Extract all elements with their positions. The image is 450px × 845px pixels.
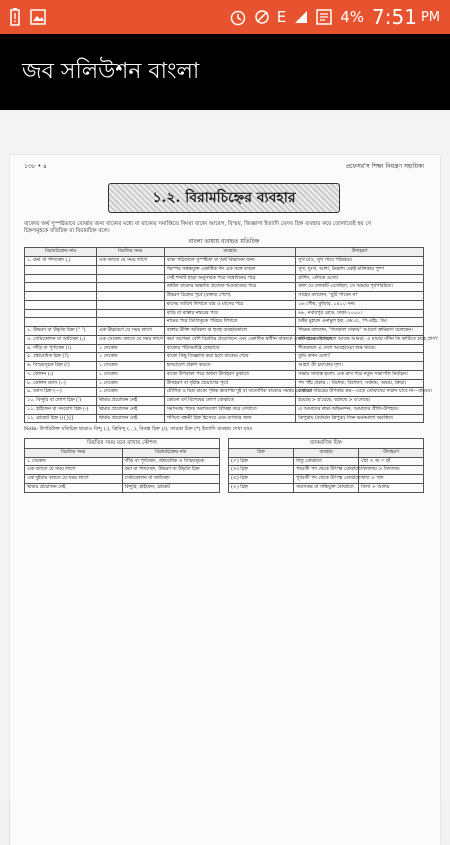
table-cell	[25, 318, 97, 327]
doc-intro-line: বাক্যের অর্থ সুস্পষ্টভাবে বোঝার জন্য বাক্যের মধ্যে বা বাক্যের সমাপ্তিতে কিংবা বাক্যে আবেগ, বিস্ময়, জিজ্ঞাসা ইত্যাদি যেসব চিহ্ন ব্যবহার করে তোলাতেই হয় সে	[24, 221, 372, 227]
table-cell: (<) চিহ্ন	[229, 475, 294, 484]
document-scan	[24, 163, 438, 773]
table-cell: ১৬ পৌষ, বুধবার, ১৪১০ সন।	[296, 300, 424, 309]
table-row	[229, 483, 424, 492]
table-cell: সেমিকোলন বা অর্ধচ্ছেদ	[122, 475, 220, 484]
table-cell: রাশিদ, এদিকে এসো।	[296, 274, 424, 283]
table-header-row	[25, 448, 220, 457]
table-cell: বিদ্যা + আলয়	[359, 483, 424, 492]
table-cell	[25, 292, 97, 301]
table-cell: পরস্পর সম্বন্ধযুক্ত একাধিক পদ এক সঙ্গে বসলে	[164, 265, 296, 274]
doc-banner-title: ১.২. বিরামচিহ্নের ব্যবহার	[108, 183, 340, 213]
table-row	[25, 379, 424, 388]
next-document-page[interactable]	[10, 755, 440, 800]
table-cell: বাক্যে উপবাক্য পরে অথবা উদাহরণ বুঝাতে	[164, 370, 296, 379]
table-row	[25, 370, 424, 379]
table-cell: ১ সেকেন্ড	[25, 457, 123, 466]
table-cell: সমাসবদ্ধ পদের অংশগুলো বিচ্ছিন্ন করে দেখাতে	[164, 405, 296, 414]
table-cell: উদ্ধরণ চিহ্নের পূর্বে (বক্তব্য পেশে)	[164, 292, 296, 301]
table-cell: ২. উদ্ধরণ বা উদ্ধৃতি চিহ্ন (" ")	[25, 327, 97, 336]
right-table-title: ব্যাকরণিক চিহ্ন	[228, 438, 424, 448]
table-cell: দাঁড়ি বা পূর্ণচ্ছেদ, প্রশ্নবোধক ও বিস্ময়সূচক	[122, 457, 220, 466]
table-row	[25, 397, 424, 406]
table-cell: √হা + অ = হাঁ	[359, 457, 424, 466]
table-cell: ৮. কোলন ড্যাস (:-)	[25, 379, 97, 388]
table-cell: বক্তার উক্তি অবিকল বা হুবহু ব্যবহারকালে	[164, 327, 296, 336]
table-cell: পরবর্তী পদ থেকে উৎপন্ন বোঝাতে	[294, 466, 359, 475]
table-header-cell: বিরামচিহ্নের নাম	[122, 448, 220, 457]
table-body	[25, 457, 220, 492]
battery-percent: 4%	[340, 8, 365, 26]
table-cell: ১০. বিন্দুরি বা লোপ চিহ্ন (')	[25, 397, 97, 406]
table-row	[25, 362, 424, 371]
doc-table-title: বাংলা ভাষায় ব্যবহৃত যতিচিহ্ন	[188, 238, 260, 246]
table-cell: হয়েছে > হ'য়েছে, বলেছে > ব'লেছে।	[296, 397, 424, 406]
notification-icon	[316, 9, 332, 25]
table-cell: সুখ চাও, সুখ পাবে পরিশ্রমে।	[296, 257, 424, 266]
table-row	[25, 344, 424, 353]
table-row	[25, 292, 424, 301]
table-cell: সংসারের মায়াজালে আবদ্ধ আমরা; এ মায়ার বাঁধন কি কাটিতে চাহে প্রাণ?	[296, 335, 424, 344]
table-cell: খাদ্য > খাদ	[359, 475, 424, 484]
table-cell: এ আমাদের শ্রদ্ধা-অভিনন্দন, আমাদের প্রীতি-উপহার।	[296, 405, 424, 414]
clock-ampm: PM	[420, 9, 440, 25]
pause-time-table	[24, 448, 220, 493]
table-row	[25, 466, 220, 475]
doc-page-number: ১৩৮ • ৪	[24, 163, 47, 170]
table-cell: শিক্ষক বললেন, "গতকাল ঢাকায়" আবেগ ক্রমিকাণ বলেছেন।	[296, 327, 424, 336]
table-row	[25, 283, 424, 292]
table-cell: (+) চিহ্ন	[229, 483, 294, 492]
table-header-cell: বিরতির সময়	[25, 448, 123, 457]
table-row	[25, 257, 424, 266]
app-bar	[0, 34, 450, 110]
table-cell: গণিতে বন্ধনী চিহ্ন হিসেবে এবং ব্যাখ্যার জন্য	[164, 414, 296, 423]
table-cell	[25, 309, 97, 318]
clock-time: 7:51	[372, 5, 417, 29]
table-cell: বিদ্যালয় > বিদ্যালয়	[359, 466, 424, 475]
right-table-wrap	[228, 438, 424, 492]
table-cell: কোনো বর্ণ বিশেষের লোপ বোঝাতে	[164, 397, 296, 406]
table-cell	[25, 265, 97, 274]
table-cell: আহা! কী চমৎকার দৃশ্য।	[296, 362, 424, 371]
doc-bottom-tables	[24, 438, 424, 492]
table-cell: ১ সেকেন্ড	[96, 379, 164, 388]
doc-intro	[24, 221, 424, 234]
table-cell: (>) চিহ্ন	[229, 466, 294, 475]
punctuation-table	[24, 247, 438, 423]
table-cell: তুমি কখন এলে?	[296, 353, 424, 362]
table-cell: এক দুইবার বলতে যে সময় লাগে	[25, 475, 123, 484]
table-cell: কমা অপেক্ষা বেশি বিরতির প্রয়োজনে এবং একাধিক স্বাধীন বাক্যকে একটি বাক্যে লিখলে	[164, 335, 296, 344]
left-table-wrap	[24, 438, 220, 492]
table-cell	[96, 300, 164, 309]
doc-note: Note: উপরিউক্ত যতিচিহ্ন ছাড়াও বিন্দু (.), ত্রিবিন্দু (…), বিকল্প চিহ্ন (/), তারকা চিহ্ন (*) ইত্যাদি ব্যবহার দেখা যায়।	[24, 426, 253, 433]
table-cell: যৌগিক ও মিশ্র বাক্যে পৃথক ভাবাপন্ন দুই বা ততোধিক বাক্যের সমন্বয় বোঝাতে	[164, 388, 296, 397]
table-header-cell: চিহ্ন	[229, 448, 294, 457]
table-row	[229, 457, 424, 466]
table-row	[25, 309, 424, 318]
table-cell: ৯. ড্যাস চিহ্ন (—)	[25, 388, 97, 397]
table-cell: থামার প্রয়োজন নেই	[25, 483, 123, 492]
table-cell: এক বলতে যে সময় লাগে	[25, 466, 123, 475]
table-cell: ৭. কোলন (:)	[25, 370, 97, 379]
battery-alert-icon	[10, 8, 20, 26]
network-type: E	[276, 8, 287, 26]
table-row	[25, 274, 424, 283]
table-cell	[96, 292, 164, 301]
table-cell	[96, 274, 164, 283]
table-cell: সেই শব্দটি ছাড়া অনুসারক পরে সম্বোধনের পরে	[164, 274, 296, 283]
table-row	[25, 327, 424, 336]
table-cell: উদাহরণ বা দৃষ্টান্ত প্রয়োগের পূর্বে	[164, 379, 296, 388]
table-cell: ১ সেকেন্ড	[96, 362, 164, 371]
table-row	[229, 475, 424, 484]
table-cell: ৬. বিস্ময়সূচক চিহ্ন (!)	[25, 362, 97, 371]
table-header-cell: উদাহরণ	[359, 448, 424, 457]
table-row	[229, 466, 424, 475]
table-cell: কমা বা পাদচ্ছেদ, উদ্ধরণ বা উদ্ধৃতি চিহ্ন	[122, 466, 220, 475]
table-cell	[25, 283, 97, 292]
table-cell: ধাতু বোঝাতে	[294, 457, 359, 466]
table-cell: এক সেকেন্ড বলতে যে সময় লাগে	[96, 335, 164, 344]
table-cell: পদ পাঁচ প্রকার :- বিশেষ্য, বিশেষণ, সর্বনাম, অব্যয়, ক্রিয়া।	[296, 379, 424, 388]
table-cell: ১২. ব্রাকেট চিহ্ন (){}[]	[25, 414, 97, 423]
table-cell: ৩. সেমিকোলন বা অর্ধচ্ছেদ (;)	[25, 335, 97, 344]
table-header-cell: বিরামচিহ্নের নাম	[25, 248, 97, 257]
content-area[interactable]	[0, 110, 450, 800]
table-cell: (✓) চিহ্ন	[229, 457, 294, 466]
table-row	[25, 300, 424, 309]
table-row	[25, 318, 424, 327]
table-cell: ১ সেকেন্ড	[96, 344, 164, 353]
table-cell: বাড়ি বা রাস্তার নম্বরের পরে	[164, 309, 296, 318]
table-row	[25, 335, 424, 344]
table-cell: ৬৮, নবাবপুর রোড, ঢাকা-১০০০।	[296, 309, 424, 318]
signal-icon	[294, 10, 308, 24]
table-cell	[96, 283, 164, 292]
document-page-image[interactable]	[10, 155, 440, 845]
left-table-title: বিরতির সময় মনে রাখার কৌশল	[24, 438, 220, 448]
table-cell: ৪. দাঁড়ি বা পূর্ণচ্ছেদ (।)	[25, 344, 97, 353]
table-cell: বিন্দুরি, হাইফেন, ব্রাকেট	[122, 483, 220, 492]
doc-header	[24, 163, 424, 173]
table-cell: কাল যে লোকটি এসেছিল, সে আমার পূর্বপরিচিত।	[296, 283, 424, 292]
table-cell: বাক্যের পরিসমাপ্তি বোঝাতে	[164, 344, 296, 353]
table-cell: মাসের তারিখ লিখতে বার ও মাসের পরে	[164, 300, 296, 309]
table-cell: ১. কমা বা পাদচ্ছেদ (,)	[25, 257, 97, 266]
table-cell: ১১. হাইফেন বা সংযোগ চিহ্ন (-)	[25, 405, 97, 414]
app-title: জব সলিউশন বাংলা	[22, 58, 200, 84]
table-cell: নামের পরে ডিগ্রিসূচক পরিচয় লিখতে	[164, 318, 296, 327]
table-header-row	[229, 448, 424, 457]
table-cell: বাক্য পাঠকালে সুস্পষ্টতা বা অর্থ বিভাজন জন্য	[164, 257, 296, 266]
grammar-sign-table	[228, 448, 424, 493]
table-body	[229, 457, 424, 492]
table-header-cell: ব্যবহার	[164, 248, 296, 257]
table-body	[25, 257, 438, 423]
alarm-icon	[229, 8, 247, 26]
table-row	[25, 483, 220, 492]
table-cell: এক বলতে যে সময় লাগে	[96, 257, 164, 266]
table-cell: ডক্টর মুহম্মদ এনামুল হক, এম.এ., পি-এইচ. ডি।	[296, 318, 424, 327]
doc-intro-line: চিহ্নসমূহকে যতিচিহ্ন বা বিরামচিহ্ন বলে।	[24, 227, 110, 234]
table-cell	[96, 318, 164, 327]
table-header-cell: ব্যবহার	[294, 448, 359, 457]
table-header-cell: বিরতির সময়	[96, 248, 164, 257]
table-row	[25, 457, 220, 466]
table-cell	[25, 274, 97, 283]
table-row	[25, 414, 424, 423]
table-cell: সাহেব বললেন, 'ছুটি পাবেন না'	[296, 292, 424, 301]
table-cell: ৫. প্রশ্নবোধক চিহ্ন (?)	[25, 353, 97, 362]
no-sim-icon	[255, 9, 269, 25]
doc-header-right: প্রফেসর'স শিক্ষা নিয়ন্ত্রণ সহায়িকা	[345, 163, 424, 170]
table-row	[25, 353, 424, 362]
table-cell	[96, 309, 164, 318]
table-cell: সভায় সাব্যস্ত হলো: এক মাস পরে নতুন সভাপতি নির্বাচন।	[296, 370, 424, 379]
table-cell: ১ সেকেন্ড	[96, 353, 164, 362]
table-cell: তোমরা দরিদ্রের উপকার কর—এতে তোমাদের সম্মান যাবে না—বাড়বে।	[296, 388, 424, 397]
table-header-cell: উদাহরণ	[296, 248, 424, 257]
status-bar	[0, 0, 450, 34]
table-cell: বাক্যে কিছু জিজ্ঞাসা করা হলে বাক্যের শেষে	[164, 353, 296, 362]
table-row	[25, 388, 424, 397]
image-icon	[30, 9, 46, 25]
table-cell	[25, 300, 97, 309]
table-row	[25, 265, 424, 274]
table-cell: সুখ, দুঃখ, আশা, নৈরাশ্য একই মালিকার পুষ্প	[296, 265, 424, 274]
table-cell: ১ সেকেন্ড	[96, 388, 164, 397]
table-cell: জটিল বাক্যের অন্তর্গত প্রত্যেক খণ্ডবাক্যের পরে	[164, 283, 296, 292]
table-cell: পূর্ববর্তী পদ থেকে উৎপন্ন বোঝাতে	[294, 475, 359, 484]
table-cell: থামার প্রয়োজন নেই	[96, 405, 164, 414]
table-row	[25, 405, 424, 414]
table-cell: সমাসবদ্ধ বা সন্ধিযুক্ত বোঝাতে	[294, 483, 359, 492]
table-row	[25, 475, 220, 484]
table-cell: ত্রিপুরায় (বর্তমান ত্রিপুরা) জিন ভবনমালা অবস্থিত।	[296, 414, 424, 423]
table-cell: শীতকালে এ দেশে আবহাওয়া শুষ্ক থাকে।	[296, 344, 424, 353]
table-header-row	[25, 248, 424, 257]
table-cell: ১ সেকেন্ড	[96, 370, 164, 379]
table-cell: থামার প্রয়োজন নেই	[96, 414, 164, 423]
table-cell: এক উচ্চারণে যে সময় লাগে	[96, 327, 164, 336]
table-cell: থামার প্রয়োজন নেই	[96, 397, 164, 406]
table-cell: হৃদয়াবেগ প্রকাশ করতে	[164, 362, 296, 371]
table-cell	[96, 265, 164, 274]
